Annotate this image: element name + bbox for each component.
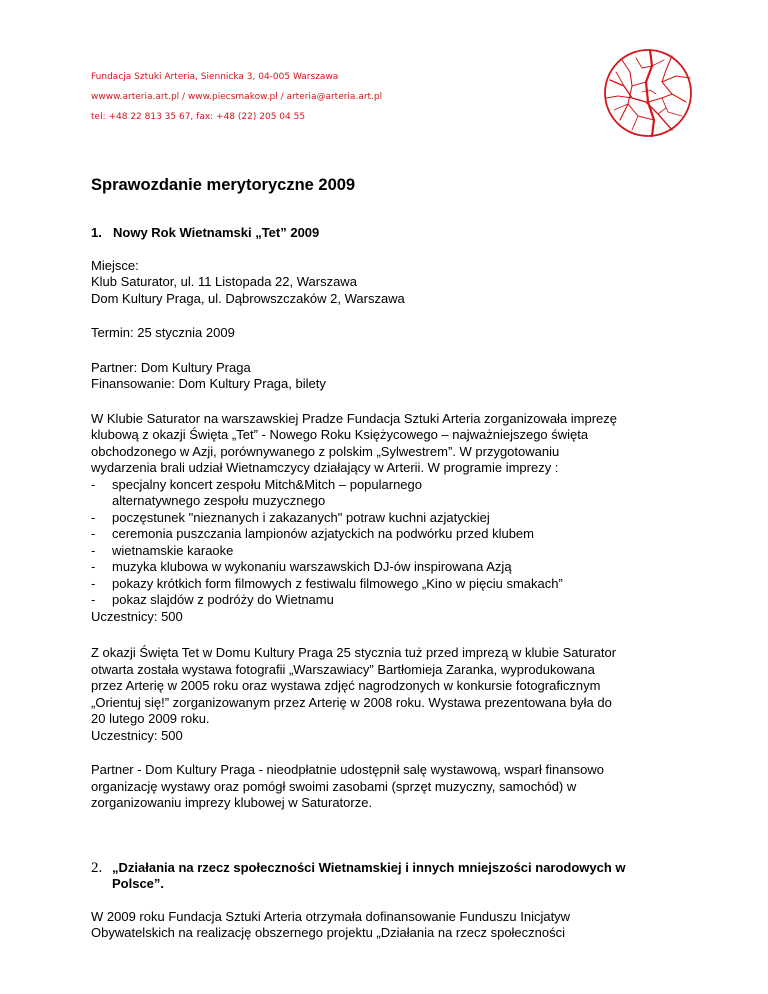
- intro-line: wydarzenia brali udział Wietnamczycy działający w Arterii. W programie imprezy :: [91, 460, 559, 475]
- program-item: - pokazy krótkich form filmowych z festiwalu filmowego „Kino w pięciu smakach”: [91, 576, 691, 593]
- exhibition-line: przez Arterię w 2005 roku oraz wystawa zdjęć nagrodzonych w konkursie fotograficznym: [91, 678, 601, 693]
- page-title: Sprawozdanie merytoryczne 2009: [91, 176, 356, 194]
- partner-note-line: zorganizowaniu imprezy klubowej w Saturatorze.: [91, 795, 373, 810]
- exhibition-line: 20 lutego 2009 roku.: [91, 711, 210, 726]
- exhibition-line: Z okazji Święta Tet w Domu Kultury Praga 25 stycznia tuż przed imprezą w klubie Saturator: [91, 645, 617, 660]
- participants-count: Uczestnicy: 500: [91, 727, 183, 743]
- program-item: - pokaz slajdów z podróży do Wietnamu: [91, 592, 691, 609]
- place-label: Miejsce:: [91, 257, 139, 273]
- intro-line: W Klubie Saturator na warszawskiej Pradze Fundacja Sztuki Arteria zorganizowała imprezę: [91, 410, 618, 426]
- letterhead-web: wwww.arteria.art.pl / www.piecsmakow.pl / arteria@arteria.art.pl: [91, 92, 383, 102]
- event-partner: Partner: Dom Kultury Praga: [91, 359, 251, 375]
- program-item: - poczęstunek "nieznanych i zakazanych" potraw kuchni azjatyckiej: [91, 510, 691, 527]
- letterhead: [91, 67, 382, 127]
- event-date: Termin: 25 stycznia 2009: [91, 325, 235, 340]
- section2-body-line: W 2009 roku Fundacja Sztuki Arteria otrzymała dofinansowanie Funduszu Inicjatyw: [91, 908, 571, 924]
- letterhead-phone: tel: +48 22 813 35 67, fax: +48 (22) 205 04 55: [91, 112, 306, 122]
- program-item: - ceremonia puszczania lampionów azjatyckich na podwórku przed klubem: [91, 526, 691, 543]
- city-map-circle-icon: [602, 46, 694, 140]
- program-item: - muzyka klubowa w wykonaniu warszawskich DJ-ów inspirowana Azją: [91, 559, 691, 576]
- place-line: Klub Saturator, ul. 11 Listopada 22, Warszawa: [91, 274, 357, 289]
- section2-heading-line: Polsce”.: [112, 876, 165, 891]
- place-line: Dom Kultury Praga, ul. Dąbrowszczaków 2, Warszawa: [91, 290, 405, 306]
- section2-body-line: Obywatelskich na realizację obszernego projektu „Działania na rzecz społeczności: [91, 925, 566, 940]
- partner-note-line: organizację wystawy oraz pomógł swoimi zasobami (sprzęt muzyczny, samochód) w: [91, 778, 577, 794]
- intro-line: obchodzonego w Azji, porównywanego z polskim „Sylwestrem”. W przygotowaniu: [91, 443, 560, 459]
- section2-number: 2.: [91, 859, 103, 876]
- intro-line: klubową z okazji Święta „Tet” - Nowego Roku Księżycowego – najważniejszego święta: [91, 427, 589, 442]
- program-item: - wietnamskie karaoke: [91, 543, 691, 560]
- exhibition-line: otwarta została wystawa fotografii „Warszawiacy” Bartłomieja Zaranka, wyprodukowana: [91, 661, 595, 677]
- report-body: [91, 225, 691, 942]
- section2-heading-line: „Działania na rzecz społeczności Wietnamskiej i innych mniejszości narodowych w: [112, 859, 626, 875]
- participants-count: Uczestnicy: 500: [91, 608, 183, 624]
- section1-heading: [91, 225, 691, 242]
- event-funding: Finansowanie: Dom Kultury Praga, bilety: [91, 376, 326, 391]
- program-list: [91, 477, 691, 609]
- section2-heading: [91, 860, 691, 893]
- program-item: - specjalny koncert zespołu Mitch&Mitch – popularnego alternatywnego zespołu muzycznego: [91, 477, 472, 510]
- section1-number: 1.: [91, 225, 102, 240]
- exhibition-line: „Orientuj się!” zorganizowanym przez Arterię w 2008 roku. Wystawa prezentowana była do: [91, 694, 612, 710]
- section1-heading-text: Nowy Rok Wietnamski „Tet” 2009: [113, 225, 320, 240]
- letterhead-address: Fundacja Sztuki Arteria, Siennicka 3, 04-005 Warszawa: [91, 72, 339, 82]
- partner-note-line: Partner - Dom Kultury Praga - nieodpłatnie udostępnił salę wystawową, wsparł finansowo: [91, 762, 605, 777]
